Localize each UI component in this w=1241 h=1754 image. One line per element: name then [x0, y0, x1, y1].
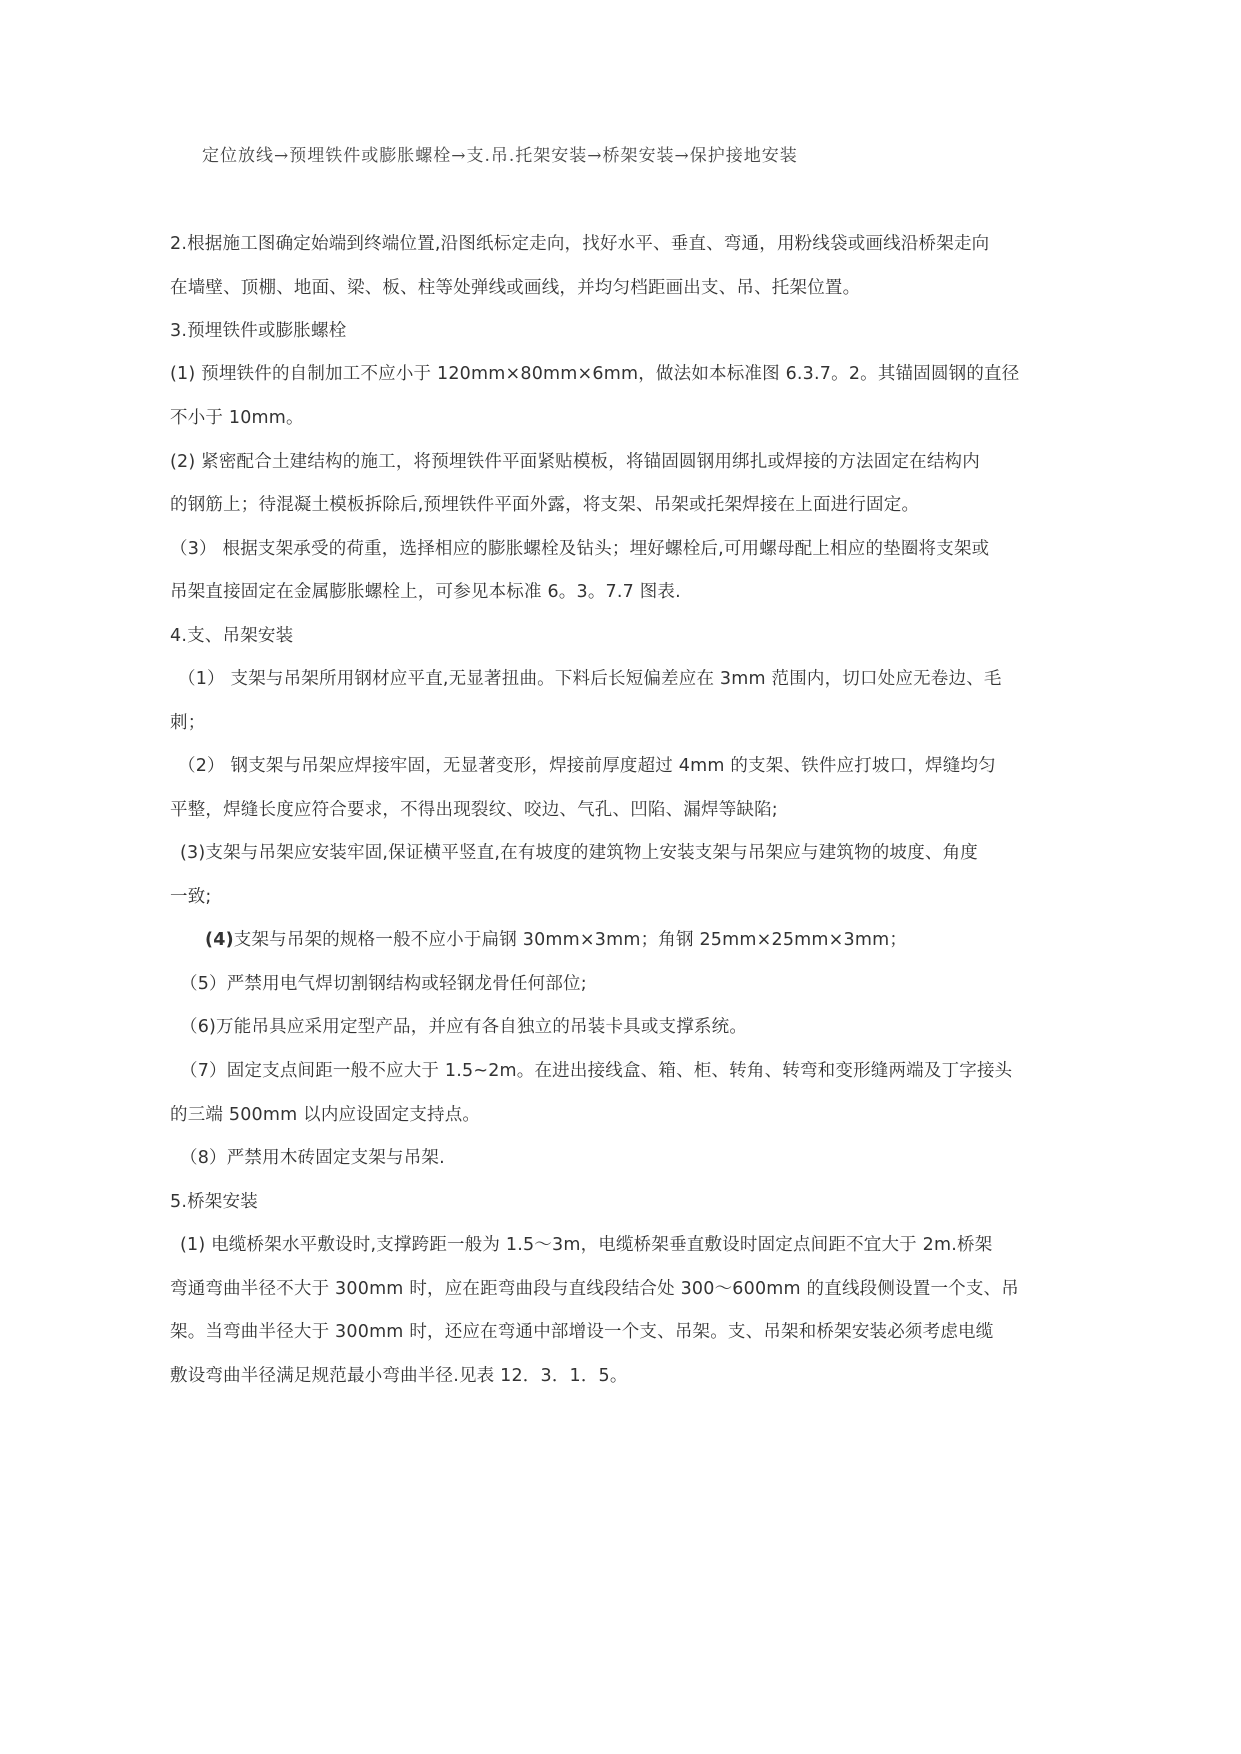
section-4-item-2-line-2: 平整，焊缝长度应符合要求，不得出现裂纹、咬边、气孔、凹陷、漏焊等缺陷;: [170, 800, 778, 820]
section-4-item-7-line-1: （7）固定支点间距一般不应大于 1.5~2m。在进出接线盒、箱、柜、转角、转弯和变形缝两端及丁字接头: [180, 1061, 1013, 1081]
section-3-item-2-line-2: 的钢筋上；待混凝土模板拆除后,预埋铁件平面外露，将支架、吊架或托架焊接在上面进行固定。: [170, 495, 920, 515]
section-5-item-1-line-4: 敷设弯曲半径满足规范最小弯曲半径.见表 12．3．1．5。: [170, 1366, 628, 1386]
process-flow-line: 定位放线→预埋铁件或膨胀螺栓→支.吊.托架安装→桥架安装→保护接地安装: [202, 146, 798, 166]
section-5-item-1-line-3: 架。当弯曲半径大于 300mm 时，还应在弯通中部增设一个支、吊架。支、吊架和桥架安装必须考虑电缆: [170, 1322, 994, 1342]
section-4-item-2-line-1: （2） 钢支架与吊架应焊接牢固，无显著变形，焊接前厚度超过 4mm 的支架、铁件应打坡口，焊缝均匀: [178, 756, 996, 776]
section-5-heading: 5.桥架安装: [170, 1192, 258, 1212]
section-4-item-3-line-2: 一致;: [170, 887, 212, 907]
section-4-item-7-line-2: 的三端 500mm 以内应设固定支持点。: [170, 1105, 481, 1125]
section-3-item-3-line-2: 吊架直接固定在金属膨胀螺栓上，可参见本标准 6。3。7.7 图表.: [170, 582, 681, 602]
section-4-item-4-text: 支架与吊架的规格一般不应小于扁钢 30mm×3mm；角钢 25mm×25mm×3mm；: [233, 930, 908, 950]
section-3-heading: 3.预埋铁件或膨胀螺栓: [170, 321, 347, 341]
section-3-item-1-line-1: (1) 预埋铁件的自制加工不应小于 120mm×80mm×6mm，做法如本标准图 6.3.7。2。其锚固圆钢的直径: [170, 364, 1020, 384]
section-4-heading: 4.支、吊架安装: [170, 626, 294, 646]
section-4-item-6: （6)万能吊具应采用定型产品，并应有各自独立的吊装卡具或支撑系统。: [180, 1017, 748, 1037]
section-3-item-2-line-1: (2) 紧密配合土建结构的施工，将预埋铁件平面紧贴模板，将锚固圆钢用绑扎或焊接的方法固定在结构内: [170, 452, 980, 472]
section-2-line-1: 2.根据施工图确定始端到终端位置,沿图纸标定走向，找好水平、垂直、弯通，用粉线袋或画线沿桥架走向: [170, 234, 990, 254]
section-4-item-4-number: (4): [205, 930, 234, 950]
section-3-item-3-line-1: （3） 根据支架承受的荷重，选择相应的膨胀螺栓及钻头；埋好螺栓后,可用螺母配上相应的垫圈将支架或: [170, 539, 990, 559]
section-4-item-3-line-1: (3)支架与吊架应安装牢固,保证横平竖直,在有坡度的建筑物上安装支架与吊架应与建筑物的坡度、角度: [180, 843, 979, 863]
section-4-item-5: （5）严禁用电气焊切割钢结构或轻钢龙骨任何部位;: [180, 974, 587, 994]
section-5-item-1-line-2: 弯通弯曲半径不大于 300mm 时，应在距弯曲段与直线段结合处 300～600mm 的直线段侧设置一个支、吊: [170, 1279, 1019, 1299]
section-4-item-1-line-1: （1） 支架与吊架所用钢材应平直,无显著扭曲。下料后长短偏差应在 3mm 范围内，切口处应无卷边、毛: [178, 669, 1002, 689]
section-5-item-1-line-1: (1) 电缆桥架水平敷设时,支撑跨距一般为 1.5～3m，电缆桥架垂直敷设时固定点间距不宜大于 2m.桥架: [180, 1235, 993, 1255]
section-4-item-4: [205, 928, 907, 952]
section-3-item-1-line-2: 不小于 10mm。: [170, 408, 304, 428]
section-2-line-2: 在墙壁、顶棚、地面、梁、板、柱等处弹线或画线，并均匀档距画出支、吊、托架位置。: [170, 278, 861, 298]
section-4-item-1-line-2: 刺；: [170, 713, 206, 733]
section-4-item-8: （8）严禁用木砖固定支架与吊架.: [180, 1148, 445, 1168]
